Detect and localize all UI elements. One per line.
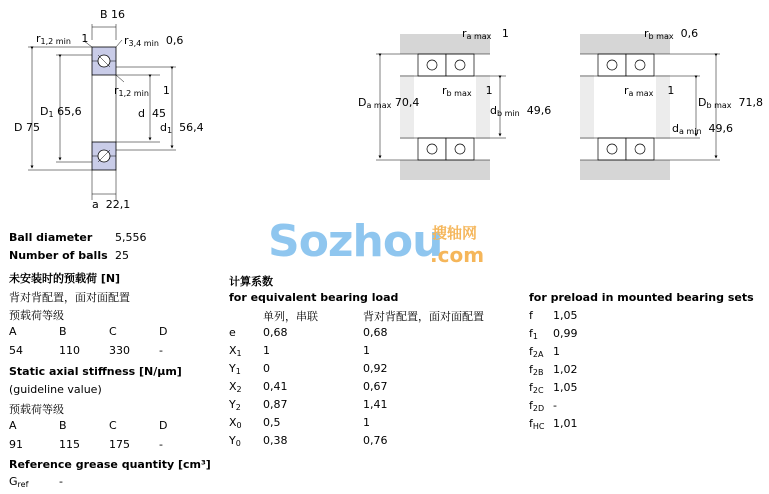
calc-col2-header: 背对背配置，面对面配置 (363, 310, 484, 323)
label-rb-2: $r_{b max}$ 0,6 (644, 27, 699, 41)
calc-symbol: $Y_0$ (229, 434, 241, 448)
calc-symbol: $Y_1$ (229, 362, 241, 376)
stiffness-header-d: D (159, 419, 168, 432)
calc-value-single: 0,41 (263, 380, 288, 393)
calc-value-single: 0,38 (263, 434, 288, 447)
preload-factor-symbol: $f_{2A}$ (529, 345, 544, 359)
preload-factor-value: 1 (553, 345, 560, 358)
calc-value-single: 1 (263, 344, 270, 357)
spec-value-ball-diameter: 5,556 (115, 231, 147, 244)
calc-symbol: e (229, 326, 236, 339)
watermark-cn: 搜轴网 (432, 224, 478, 242)
stiffness-title: Static axial stiffness [N/μm] (9, 365, 182, 378)
calc-value-single: 0,87 (263, 398, 288, 411)
calc-symbol: $X_1$ (229, 344, 242, 358)
calc-value-pair: 1,41 (363, 398, 388, 411)
calc-value-pair: 1 (363, 344, 370, 357)
label-db: $d_{b min}$ 49,6 (490, 104, 552, 118)
spec-label-ball-diameter: Ball diameter (9, 231, 93, 244)
stiffness-header-b: B (59, 419, 67, 432)
label-da: $d_{a min}$ 49,6 (672, 122, 734, 136)
preload-factor-symbol: $f_{2C}$ (529, 381, 544, 395)
stiffness-value-a: 91 (9, 438, 23, 451)
preload-factor-value: 1,02 (553, 363, 578, 376)
label-B: B 16 (100, 8, 126, 21)
calc-symbol: $X_2$ (229, 380, 242, 394)
bearing-section-drawing (0, 0, 200, 215)
label-rb-1: $r_{b max}$ 1 (442, 84, 493, 98)
label-Db: $D_{b max}$ 71,8 (698, 96, 764, 110)
preload-factor-value: - (553, 399, 557, 412)
stiffness-value-b: 115 (59, 438, 80, 451)
preload-factor-symbol: f (529, 309, 533, 322)
calc-value-single: 0 (263, 362, 270, 375)
label-r12: $r_{1,2 min}$ 1 (36, 32, 89, 46)
preload-arrangement: 背对背配置，面对面配置 (9, 291, 130, 304)
stiffness-header-a: A (9, 419, 17, 432)
calc-subtitle: for equivalent bearing load (229, 291, 399, 304)
preload-value-b: 110 (59, 344, 80, 357)
stiffness-level: 预载荷等级 (9, 403, 64, 416)
calc-symbol: $Y_2$ (229, 398, 241, 412)
preload-header-d: D (159, 325, 168, 338)
preload-factor-symbol: $f_{2D}$ (529, 399, 545, 413)
preload-factor-value: 1,05 (553, 381, 578, 394)
label-D: D 75 (14, 121, 40, 134)
calc-col1-header: 单列，串联 (263, 310, 318, 323)
calc-value-single: 0,68 (263, 326, 288, 339)
calc-value-pair: 0,68 (363, 326, 388, 339)
preload-factor-value: 1,05 (553, 309, 578, 322)
grease-label: $G_{ref}$ (9, 475, 29, 489)
watermark-com: .com (430, 243, 485, 267)
preload-factor-value: 1,01 (553, 417, 578, 430)
bearing-upper-section (92, 47, 116, 75)
preload-factor-symbol: $f_{2B}$ (529, 363, 544, 377)
preload-header-a: A (9, 325, 17, 338)
grease-title: Reference grease quantity [cm³] (9, 458, 211, 471)
bearing-lower-section (92, 142, 116, 170)
calc-value-single: 0,5 (263, 416, 281, 429)
label-r34: $r_{3,4 min}$ 0,6 (124, 34, 184, 48)
label-D1: $D_1$ 65,6 (40, 105, 82, 119)
stiffness-note: (guideline value) (9, 383, 102, 396)
preload-header-c: C (109, 325, 117, 338)
preload-factor-symbol: $f_{HC}$ (529, 417, 545, 431)
preload-title: 未安装时的预载荷 [N] (9, 272, 121, 285)
preload-factor-symbol: $f_1$ (529, 327, 538, 341)
spec-label-number-of-balls: Number of balls (9, 249, 108, 262)
label-d1: $d_1$ 56,4 (160, 121, 204, 135)
label-d: d 45 (138, 107, 166, 120)
spec-value-number-of-balls: 25 (115, 249, 129, 262)
stiffness-header-c: C (109, 419, 117, 432)
preload-header-b: B (59, 325, 67, 338)
label-ra-2: $r_{a max}$ 1 (624, 84, 675, 98)
preload-factor-value: 0,99 (553, 327, 578, 340)
calc-value-pair: 0,67 (363, 380, 388, 393)
grease-value: - (59, 475, 63, 488)
calc-value-pair: 0,76 (363, 434, 388, 447)
label-a: a 22,1 (92, 198, 131, 211)
calc-value-pair: 0,92 (363, 362, 388, 375)
calc-value-pair: 1 (363, 416, 370, 429)
preload-factors-title: for preload in mounted bearing sets (529, 291, 754, 304)
label-Da: $D_{a max}$ 70,4 (358, 96, 420, 110)
calc-symbol: $X_0$ (229, 416, 242, 430)
stiffness-value-c: 175 (109, 438, 130, 451)
stiffness-value-d: - (159, 438, 163, 451)
preload-value-a: 54 (9, 344, 23, 357)
preload-level: 预载荷等级 (9, 309, 64, 322)
preload-value-d: - (159, 344, 163, 357)
preload-value-c: 330 (109, 344, 130, 357)
label-r12-bore: $r_{1,2 min}$ 1 (114, 84, 170, 98)
label-ra-1: $r_{a max}$ 1 (462, 27, 509, 41)
calc-title: 计算系数 (229, 275, 273, 288)
watermark-logo: Sozhou (268, 216, 443, 267)
